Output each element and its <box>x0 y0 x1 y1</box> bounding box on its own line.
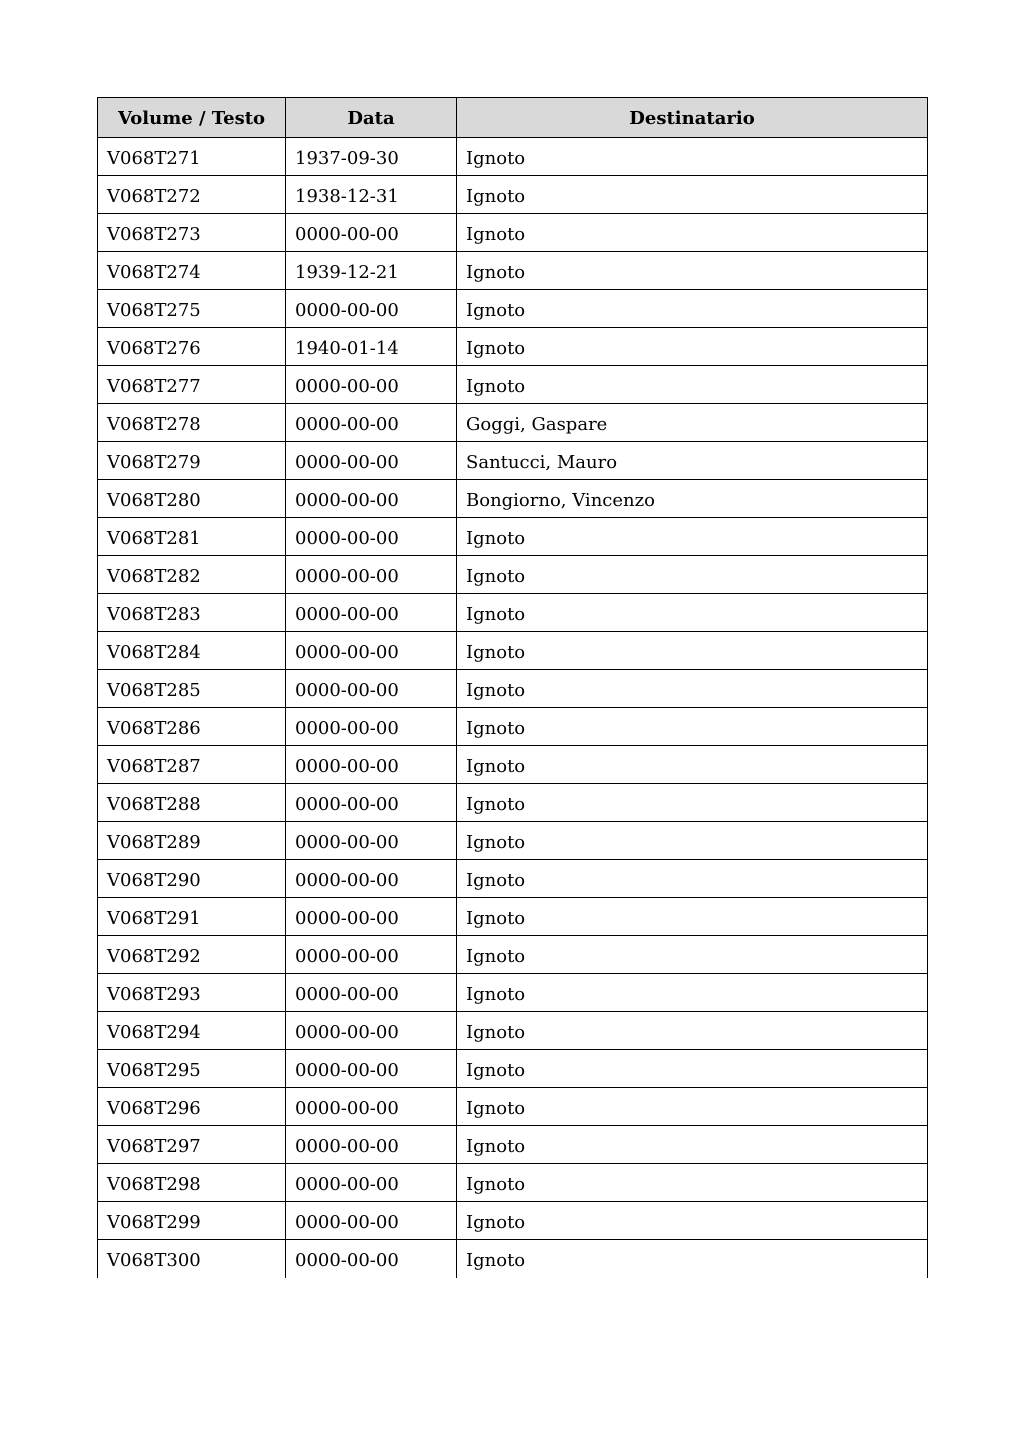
table-row <box>98 252 928 290</box>
table-row <box>98 404 928 442</box>
table-row <box>98 1240 928 1278</box>
cell-data: 0000-00-00 <box>286 860 457 898</box>
cell-volume-testo: V068T287 <box>98 746 286 784</box>
table-row <box>98 518 928 556</box>
cell-data: 0000-00-00 <box>286 822 457 860</box>
cell-destinatario: Ignoto <box>457 1164 928 1202</box>
cell-destinatario: Ignoto <box>457 746 928 784</box>
cell-data: 1939-12-21 <box>286 252 457 290</box>
cell-volume-testo: V068T276 <box>98 328 286 366</box>
table-row <box>98 1012 928 1050</box>
cell-data: 1940-01-14 <box>286 328 457 366</box>
cell-destinatario: Ignoto <box>457 518 928 556</box>
letters-table <box>97 97 928 1278</box>
cell-destinatario: Ignoto <box>457 594 928 632</box>
cell-volume-testo: V068T291 <box>98 898 286 936</box>
table-row <box>98 1202 928 1240</box>
cell-volume-testo: V068T282 <box>98 556 286 594</box>
cell-data: 0000-00-00 <box>286 1088 457 1126</box>
table-row <box>98 898 928 936</box>
cell-volume-testo: V068T299 <box>98 1202 286 1240</box>
cell-volume-testo: V068T285 <box>98 670 286 708</box>
cell-volume-testo: V068T300 <box>98 1240 286 1278</box>
cell-data: 0000-00-00 <box>286 556 457 594</box>
cell-volume-testo: V068T272 <box>98 176 286 214</box>
table-row <box>98 328 928 366</box>
table-row <box>98 480 928 518</box>
cell-volume-testo: V068T273 <box>98 214 286 252</box>
cell-destinatario: Ignoto <box>457 936 928 974</box>
cell-volume-testo: V068T292 <box>98 936 286 974</box>
cell-volume-testo: V068T298 <box>98 1164 286 1202</box>
cell-destinatario: Ignoto <box>457 784 928 822</box>
cell-destinatario: Santucci, Mauro <box>457 442 928 480</box>
table-row <box>98 1164 928 1202</box>
cell-data: 0000-00-00 <box>286 366 457 404</box>
cell-data: 0000-00-00 <box>286 1126 457 1164</box>
table-row <box>98 176 928 214</box>
cell-volume-testo: V068T274 <box>98 252 286 290</box>
cell-data: 0000-00-00 <box>286 1012 457 1050</box>
cell-destinatario: Ignoto <box>457 556 928 594</box>
cell-data: 0000-00-00 <box>286 784 457 822</box>
cell-volume-testo: V068T275 <box>98 290 286 328</box>
table-row <box>98 708 928 746</box>
cell-data: 0000-00-00 <box>286 1164 457 1202</box>
cell-destinatario: Ignoto <box>457 974 928 1012</box>
table-row <box>98 822 928 860</box>
table-row <box>98 1126 928 1164</box>
cell-volume-testo: V068T286 <box>98 708 286 746</box>
cell-volume-testo: V068T271 <box>98 138 286 176</box>
table-row <box>98 784 928 822</box>
table-row <box>98 860 928 898</box>
table-row <box>98 442 928 480</box>
cell-destinatario: Ignoto <box>457 366 928 404</box>
cell-data: 0000-00-00 <box>286 1240 457 1278</box>
cell-destinatario: Ignoto <box>457 670 928 708</box>
table-row <box>98 594 928 632</box>
cell-volume-testo: V068T297 <box>98 1126 286 1164</box>
cell-destinatario: Ignoto <box>457 1202 928 1240</box>
table-row <box>98 670 928 708</box>
cell-data: 0000-00-00 <box>286 1050 457 1088</box>
cell-volume-testo: V068T281 <box>98 518 286 556</box>
cell-destinatario: Ignoto <box>457 860 928 898</box>
cell-data: 0000-00-00 <box>286 936 457 974</box>
column-header-volume-testo: Volume / Testo <box>98 98 286 138</box>
cell-destinatario: Ignoto <box>457 328 928 366</box>
cell-volume-testo: V068T280 <box>98 480 286 518</box>
table-row <box>98 1088 928 1126</box>
cell-data: 1937-09-30 <box>286 138 457 176</box>
cell-volume-testo: V068T277 <box>98 366 286 404</box>
cell-volume-testo: V068T290 <box>98 860 286 898</box>
cell-volume-testo: V068T278 <box>98 404 286 442</box>
cell-data: 1938-12-31 <box>286 176 457 214</box>
cell-data: 0000-00-00 <box>286 290 457 328</box>
cell-volume-testo: V068T294 <box>98 1012 286 1050</box>
cell-destinatario: Ignoto <box>457 252 928 290</box>
table-header-row <box>98 98 928 138</box>
cell-data: 0000-00-00 <box>286 518 457 556</box>
cell-destinatario: Ignoto <box>457 138 928 176</box>
table-row <box>98 290 928 328</box>
cell-destinatario: Ignoto <box>457 176 928 214</box>
cell-volume-testo: V068T293 <box>98 974 286 1012</box>
column-header-data: Data <box>286 98 457 138</box>
table-row <box>98 746 928 784</box>
table-row <box>98 1050 928 1088</box>
letters-table-container <box>97 97 927 1278</box>
cell-data: 0000-00-00 <box>286 404 457 442</box>
cell-destinatario: Ignoto <box>457 1012 928 1050</box>
cell-data: 0000-00-00 <box>286 670 457 708</box>
cell-destinatario: Ignoto <box>457 1240 928 1278</box>
cell-volume-testo: V068T289 <box>98 822 286 860</box>
cell-destinatario: Ignoto <box>457 708 928 746</box>
table-row <box>98 974 928 1012</box>
cell-destinatario: Ignoto <box>457 822 928 860</box>
cell-destinatario: Ignoto <box>457 290 928 328</box>
cell-data: 0000-00-00 <box>286 594 457 632</box>
cell-data: 0000-00-00 <box>286 214 457 252</box>
cell-destinatario: Ignoto <box>457 1050 928 1088</box>
column-header-destinatario: Destinatario <box>457 98 928 138</box>
table-row <box>98 632 928 670</box>
table-row <box>98 214 928 252</box>
cell-volume-testo: V068T296 <box>98 1088 286 1126</box>
table-row <box>98 138 928 176</box>
table-row <box>98 936 928 974</box>
cell-volume-testo: V068T284 <box>98 632 286 670</box>
cell-destinatario: Goggi, Gaspare <box>457 404 928 442</box>
table-row <box>98 366 928 404</box>
table-body <box>98 138 928 1278</box>
cell-data: 0000-00-00 <box>286 1202 457 1240</box>
cell-destinatario: Ignoto <box>457 898 928 936</box>
cell-volume-testo: V068T279 <box>98 442 286 480</box>
cell-destinatario: Ignoto <box>457 632 928 670</box>
cell-data: 0000-00-00 <box>286 898 457 936</box>
cell-data: 0000-00-00 <box>286 442 457 480</box>
cell-data: 0000-00-00 <box>286 974 457 1012</box>
cell-data: 0000-00-00 <box>286 708 457 746</box>
cell-destinatario: Ignoto <box>457 1088 928 1126</box>
cell-destinatario: Ignoto <box>457 1126 928 1164</box>
cell-volume-testo: V068T295 <box>98 1050 286 1088</box>
cell-data: 0000-00-00 <box>286 746 457 784</box>
cell-data: 0000-00-00 <box>286 480 457 518</box>
cell-data: 0000-00-00 <box>286 632 457 670</box>
table-row <box>98 556 928 594</box>
cell-volume-testo: V068T288 <box>98 784 286 822</box>
cell-destinatario: Bongiorno, Vincenzo <box>457 480 928 518</box>
cell-volume-testo: V068T283 <box>98 594 286 632</box>
cell-destinatario: Ignoto <box>457 214 928 252</box>
